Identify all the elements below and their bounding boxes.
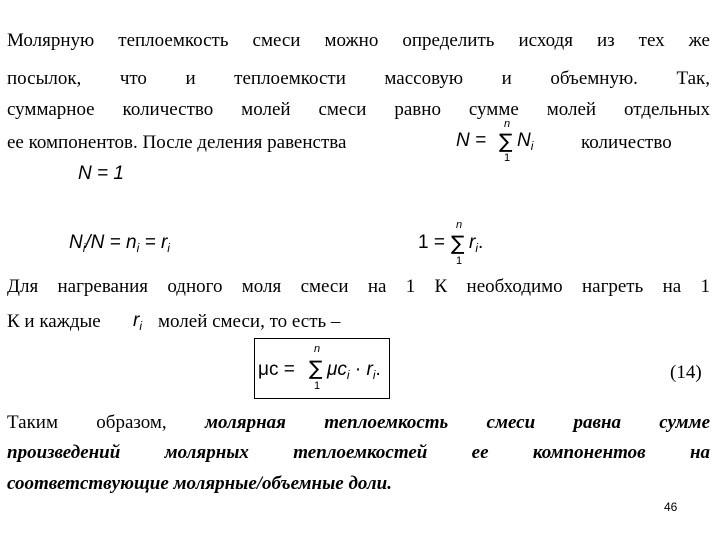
formula-n-sum-term xyxy=(517,130,533,153)
paragraph-2-line-2-end: молей смеси, то есть – xyxy=(158,311,341,332)
formula-mu-term1: μc xyxy=(327,359,347,380)
page-number: 46 xyxy=(664,500,678,514)
formula-n-equals-one: N = 1 xyxy=(78,163,124,184)
formula-mu-period: . xyxy=(375,359,381,380)
formula-mu-lhs xyxy=(258,359,295,381)
formula-one-sum-lower: 1 xyxy=(456,255,463,267)
paragraph-2-line-1: Для нагревания одного моля смеси на 1 К необходимо нагреть на 1 xyxy=(7,276,710,297)
paragraph-3-line-2: произведений молярных теплоемкостей ее компонентов на xyxy=(7,442,710,463)
formula-n-sum-lhs: N = xyxy=(456,130,487,151)
formula-one-sum-lhs: 1 = xyxy=(418,232,445,253)
formula-one-sum-term xyxy=(469,232,483,255)
formula-mu-dot: · xyxy=(349,359,367,380)
formula-n-sum-upper: n xyxy=(504,118,511,130)
paragraph-3-line-3: соответствующие молярные/объемные доли. xyxy=(7,473,392,494)
formula-mu-lower: 1 xyxy=(314,380,321,392)
paragraph-1-line-2: посылок, что и теплоемкости массовую и объемную. Так, xyxy=(7,68,710,89)
formula-ri-inline-sub: i xyxy=(139,319,142,333)
formula-one-sum-upper: n xyxy=(456,219,463,231)
formula-mu-upper: n xyxy=(314,343,321,355)
formula-ratio-middle: /N = n xyxy=(85,232,137,253)
formula-ratio-middle-sub: i xyxy=(136,241,140,255)
formula-ratio xyxy=(69,232,170,255)
paragraph-1-line-4-end: количество xyxy=(581,132,672,153)
formula-mu-term2: r xyxy=(366,359,373,380)
formula-ri-inline-main: r xyxy=(133,310,140,331)
formula-n-sum-term-main: N xyxy=(517,130,531,151)
formula-ratio-left-sub: i xyxy=(82,241,86,255)
formula-mu-term2-sub: i xyxy=(372,368,376,382)
formula-one-term-main: r xyxy=(469,232,476,253)
paragraph-3-normal-text: Таким образом, xyxy=(7,412,167,433)
paragraph-3-italic-text: молярная теплоемкость смеси равна сумме xyxy=(204,412,711,433)
paragraph-1-line-4-start: ее компонентов. После деления равенства xyxy=(7,132,347,153)
sigma-symbol: ∑ xyxy=(499,129,513,153)
sigma-symbol-2: ∑ xyxy=(451,231,465,255)
equation-number: (14) xyxy=(670,362,702,383)
paragraph-2-line-2-start: К и каждые xyxy=(7,311,101,332)
sigma-symbol-3: ∑ xyxy=(309,356,323,380)
paragraph-1-line-3: суммарное количество молей смеси равно сумме молей отдельных xyxy=(7,99,710,120)
formula-ratio-right-sub: i xyxy=(167,241,170,255)
paragraph-3-line-1 xyxy=(7,410,710,435)
formula-n-sum xyxy=(456,130,486,152)
formula-mu-lhs-text: μc = xyxy=(258,359,295,380)
formula-n-sum-term-sub: i xyxy=(530,139,534,153)
paragraph-1-line-1: Молярную теплоемкость смеси можно определить исходя из тех же xyxy=(7,30,710,51)
formula-mu-term1-sub: i xyxy=(346,368,350,382)
formula-one-sum xyxy=(418,232,445,254)
formula-n-sum-lower: 1 xyxy=(504,152,511,164)
formula-one-term-sub: i xyxy=(475,241,478,255)
formula-ratio-left: N xyxy=(69,232,83,253)
formula-ratio-right: = r xyxy=(139,232,168,253)
formula-ri-inline xyxy=(133,310,142,333)
formula-mu-terms xyxy=(327,359,381,382)
formula-one-period: . xyxy=(478,232,484,253)
